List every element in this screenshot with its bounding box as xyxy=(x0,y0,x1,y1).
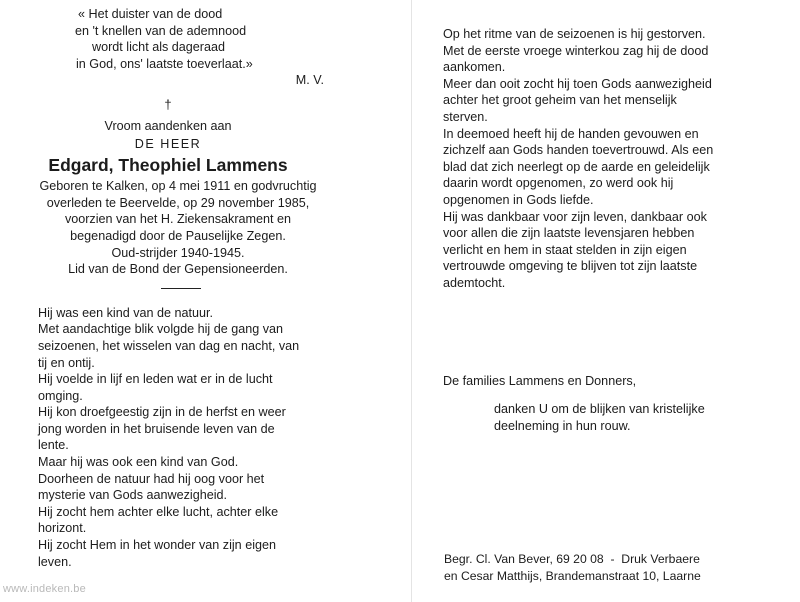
watermark: www.indeken.be xyxy=(3,583,86,595)
left-text xyxy=(38,305,354,571)
printer-line: Begr. Cl. Van Bever, 69 20 08 - Druk Verbaere xyxy=(444,552,700,566)
text-line: Met aandachtige blik volgde hij de gang van xyxy=(38,322,284,337)
text-line: Hij was een kind van de natuur. xyxy=(38,305,214,320)
right-page xyxy=(443,26,785,292)
paragraph xyxy=(38,321,354,371)
text-line: vertrouwde omgeving te blijven tot zijn laatste xyxy=(443,259,698,274)
text-line: Hij zocht hem achter elke lucht, achter elke xyxy=(38,504,279,519)
paragraph xyxy=(38,305,354,322)
bio-line: Lid van de Bond der Gepensioneerden. xyxy=(68,262,288,277)
text-line: seizoenen, het wisselen van dag en nacht, van xyxy=(38,338,300,353)
text-line: zichzelf aan Gods handen toevertrouwd. Als een xyxy=(443,143,714,158)
text-line: Hij zocht Hem in het wonder van zijn eigen xyxy=(38,538,277,553)
paragraph xyxy=(443,26,785,76)
paragraph xyxy=(443,209,785,292)
text-line: Hij was dankbaar voor zijn leven, dankbaar ook xyxy=(443,209,707,224)
memory-line: Vroom aandenken aan xyxy=(104,118,232,133)
bio-line: voorzien van het H. Ziekensakrament en xyxy=(64,212,292,227)
thanks-line: danken U om de blijken van kristelijke xyxy=(494,402,705,416)
paragraph xyxy=(38,471,354,504)
bio-line: Geboren te Kalken, op 4 mei 1911 en godvruchtig xyxy=(39,179,317,194)
families-line: De families Lammens en Donners, xyxy=(443,374,637,388)
bio-block xyxy=(38,178,318,278)
text-line: Meer dan ooit zocht hij toen Gods aanwezigheid xyxy=(443,76,712,91)
text-line: lente. xyxy=(38,438,69,453)
text-line: mysterie van Gods aanwezigheid. xyxy=(38,488,228,503)
poem-signature: M. V. xyxy=(295,73,324,88)
bio-line: overleden te Beervelde, op 29 november 1985, xyxy=(46,195,310,210)
deceased-name: Edgard, Theophiel Lammens xyxy=(48,155,288,176)
bio-line: Oud-strijder 1940-1945. xyxy=(111,245,245,260)
text-line: verlicht en hem in staat stelden in zijn eigen xyxy=(443,242,687,257)
poem-line: « Het duister van de dood xyxy=(78,7,223,21)
printer-credit xyxy=(444,551,701,584)
paragraph xyxy=(38,371,354,404)
text-line: jong worden in het bruisende leven van de xyxy=(38,421,275,436)
text-line: voor allen die zijn laatste levensjaren hebben xyxy=(443,226,695,241)
text-line: aankomen. xyxy=(443,60,506,75)
poem xyxy=(75,6,324,89)
page-fold-divider xyxy=(411,0,412,602)
text-line: blad dat zich neerlegt op de aarde en geleidelijk xyxy=(443,159,710,174)
text-line: tij en ontij. xyxy=(38,355,95,370)
text-line: daarin wordt opgenomen, zo werd ook hij xyxy=(443,176,674,191)
paragraph xyxy=(38,454,354,471)
cross-icon: † xyxy=(164,96,172,112)
poem-line: en 't knellen van de ademnood xyxy=(75,23,247,38)
text-line: sterven. xyxy=(443,109,488,124)
text-line: Op het ritme van de seizoenen is hij gestorven. xyxy=(443,27,706,41)
text-line: horizont. xyxy=(38,521,87,536)
paragraph xyxy=(38,504,354,537)
thanks-line: deelneming in hun rouw. xyxy=(494,418,631,433)
text-line: Maar hij was ook een kind van God. xyxy=(38,455,239,470)
text-line: In deemoed heeft hij de handen gevouwen en xyxy=(443,126,699,141)
text-line: Hij voelde in lijf en leden wat er in de lucht xyxy=(38,372,273,387)
text-line: leven. xyxy=(38,554,72,569)
poem-line: wordt licht als dageraad xyxy=(92,40,226,55)
bio-line: begenadigd door de Pauselijke Zegen. xyxy=(70,228,286,243)
separator-rule xyxy=(161,288,201,289)
heading-block xyxy=(38,118,298,176)
printer-line: en Cesar Matthijs, Brandemanstraat 10, Laarne xyxy=(444,568,701,583)
thanks-block xyxy=(494,401,705,434)
text-line: achter het groot geheim van het menselijk xyxy=(443,93,677,108)
honorific: DE HEER xyxy=(134,136,202,151)
poem-line: in God, ons' laatste toeverlaat.» xyxy=(76,56,253,71)
text-line: opgenomen in Gods liefde. xyxy=(443,192,594,207)
paragraph xyxy=(443,126,785,209)
left-page xyxy=(38,6,362,570)
text-line: Hij kon droefgeestig zijn in de herfst en weer xyxy=(38,405,286,420)
text-line: Doorheen de natuur had hij oog voor het xyxy=(38,471,265,486)
text-line: ademtocht. xyxy=(443,275,506,290)
text-line: omging. xyxy=(38,388,83,403)
text-line: Met de eerste vroege winterkou zag hij de dood xyxy=(443,43,709,58)
paragraph xyxy=(38,404,354,454)
paragraph xyxy=(38,537,354,570)
paragraph xyxy=(443,76,785,126)
